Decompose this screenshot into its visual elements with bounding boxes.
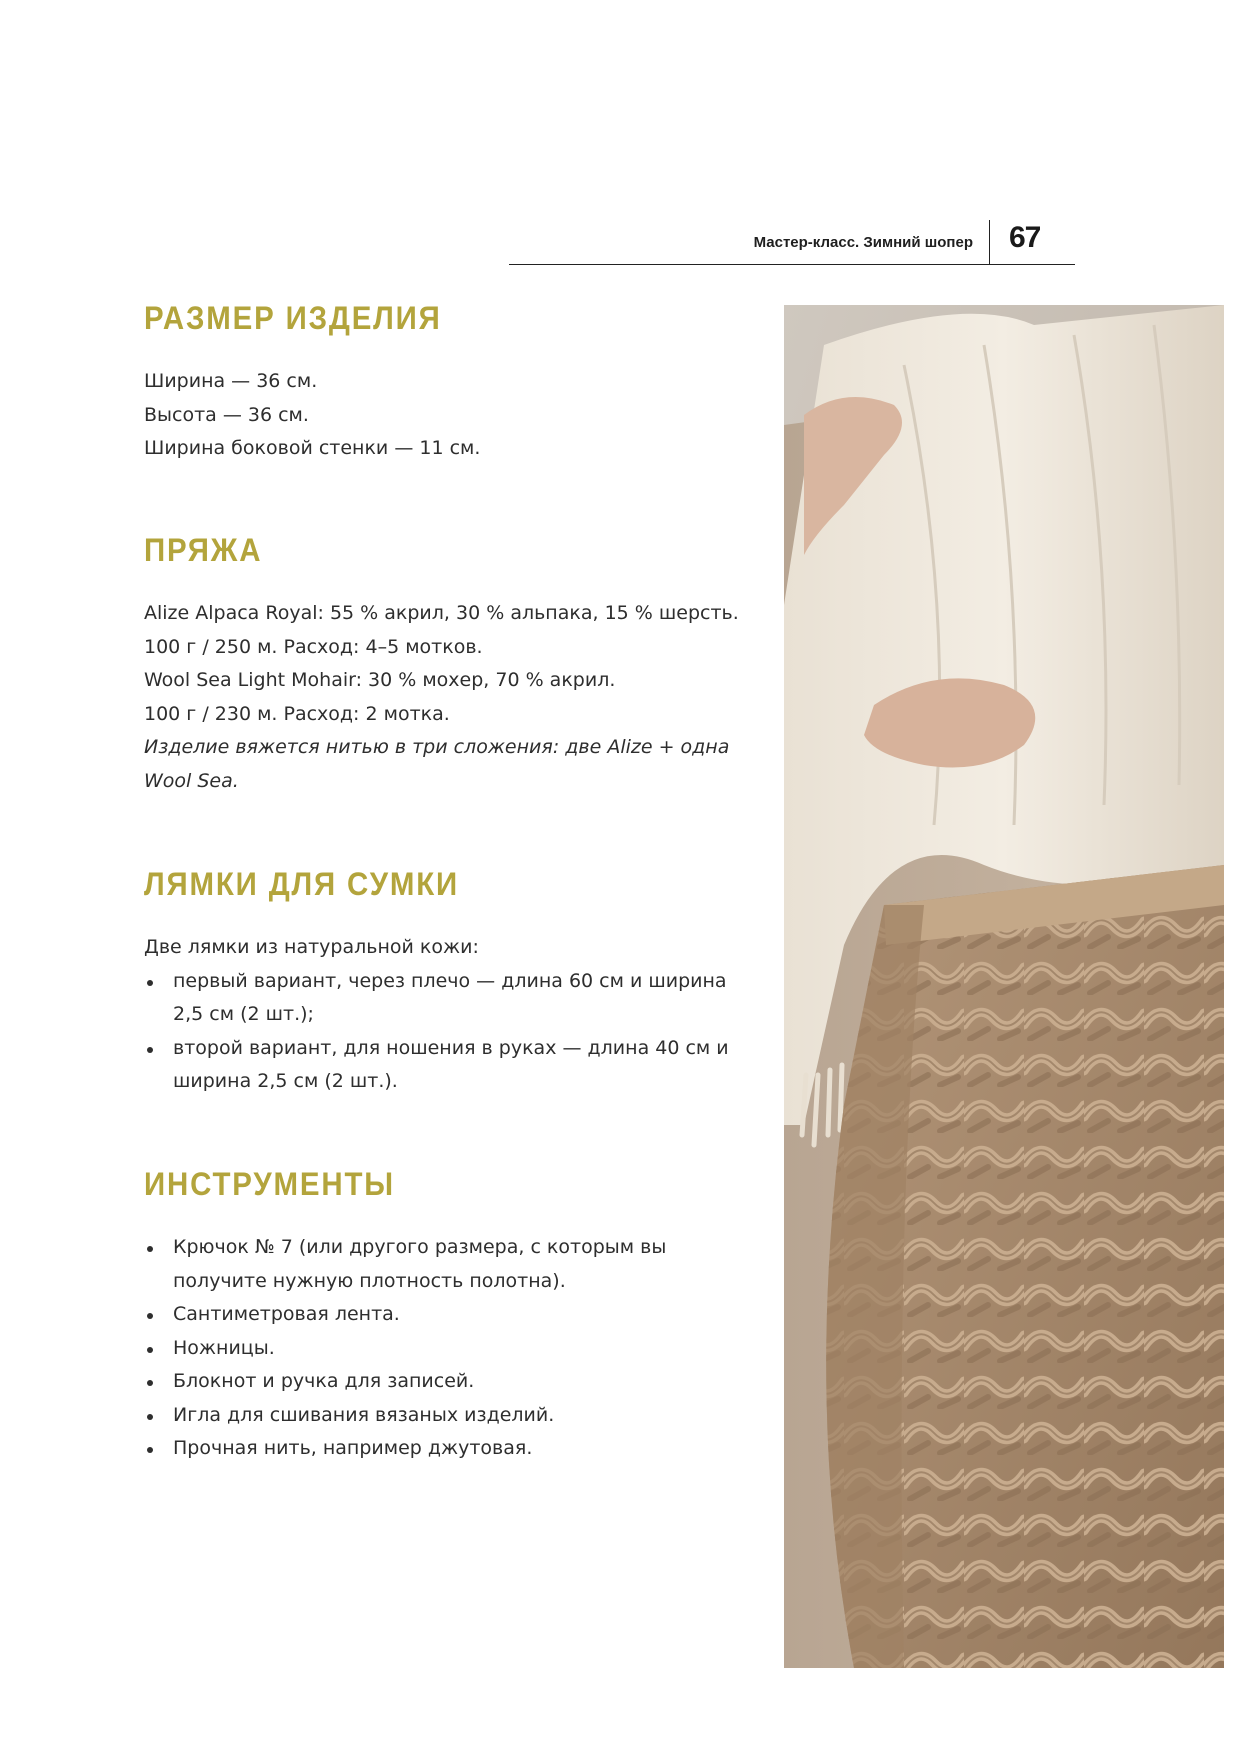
list-item: Прочная нить, например джутовая. bbox=[144, 1432, 758, 1466]
list-item: Ножницы. bbox=[144, 1332, 758, 1366]
straps-list bbox=[144, 965, 764, 1099]
list-item: Игла для сшивания вязаных изделий. bbox=[144, 1399, 758, 1433]
section-size bbox=[144, 300, 764, 466]
yarn-line: Wool Sea Light Mohair: 30 % мохер, 70 % акрил. bbox=[144, 669, 616, 691]
section-title-straps: ЛЯМКИ ДЛЯ СУМКИ bbox=[144, 866, 460, 902]
yarn-line: 100 г / 230 м. Расход: 2 мотка. bbox=[144, 702, 450, 725]
page-number: 67 bbox=[1009, 221, 1041, 254]
yarn-line: Alize Alpaca Royal: 55 % акрил, 30 % альпака, 15 % шерсть. bbox=[144, 602, 739, 624]
section-title-size: РАЗМЕР ИЗДЕЛИЯ bbox=[144, 300, 442, 336]
list-item: Блокнот и ручка для записей. bbox=[144, 1365, 758, 1399]
list-item: Крючок № 7 (или другого размера, с которым вы получите нужную плотность полотна). bbox=[144, 1231, 758, 1298]
section-title-yarn: ПРЯЖА bbox=[144, 532, 263, 568]
section-title-tools: ИНСТРУМЕНТЫ bbox=[144, 1166, 395, 1202]
tools-list bbox=[144, 1231, 764, 1466]
size-line: Ширина — 36 см. bbox=[144, 370, 318, 392]
running-title: Мастер-класс. Зимний шопер bbox=[753, 234, 973, 251]
photo-knitted-bag-icon bbox=[784, 305, 1224, 1668]
yarn-line: 100 г / 250 м. Расход: 4–5 мотков. bbox=[144, 635, 483, 658]
size-line: Ширина боковой стенки — 11 см. bbox=[144, 437, 481, 459]
header-divider bbox=[989, 220, 990, 264]
list-item: первый вариант, через плечо — длина 60 см и ширина 2,5 см (2 шт.); bbox=[144, 965, 758, 1032]
section-yarn bbox=[144, 532, 764, 798]
list-item: Сантиметровая лента. bbox=[144, 1298, 758, 1332]
size-line: Высота — 36 см. bbox=[144, 403, 309, 426]
straps-intro: Две лямки из натуральной кожи: bbox=[144, 936, 479, 958]
section-tools bbox=[144, 1166, 764, 1466]
running-head bbox=[509, 221, 1075, 265]
section-straps bbox=[144, 866, 764, 1099]
yarn-list bbox=[144, 597, 764, 731]
size-list bbox=[144, 365, 764, 466]
yarn-note: Изделие вяжется нитью в три сложения: две Alize + одна Wool Sea. bbox=[144, 736, 730, 792]
list-item: второй вариант, для ношения в руках — длина 40 см и ширина 2,5 см (2 шт.). bbox=[144, 1032, 758, 1099]
